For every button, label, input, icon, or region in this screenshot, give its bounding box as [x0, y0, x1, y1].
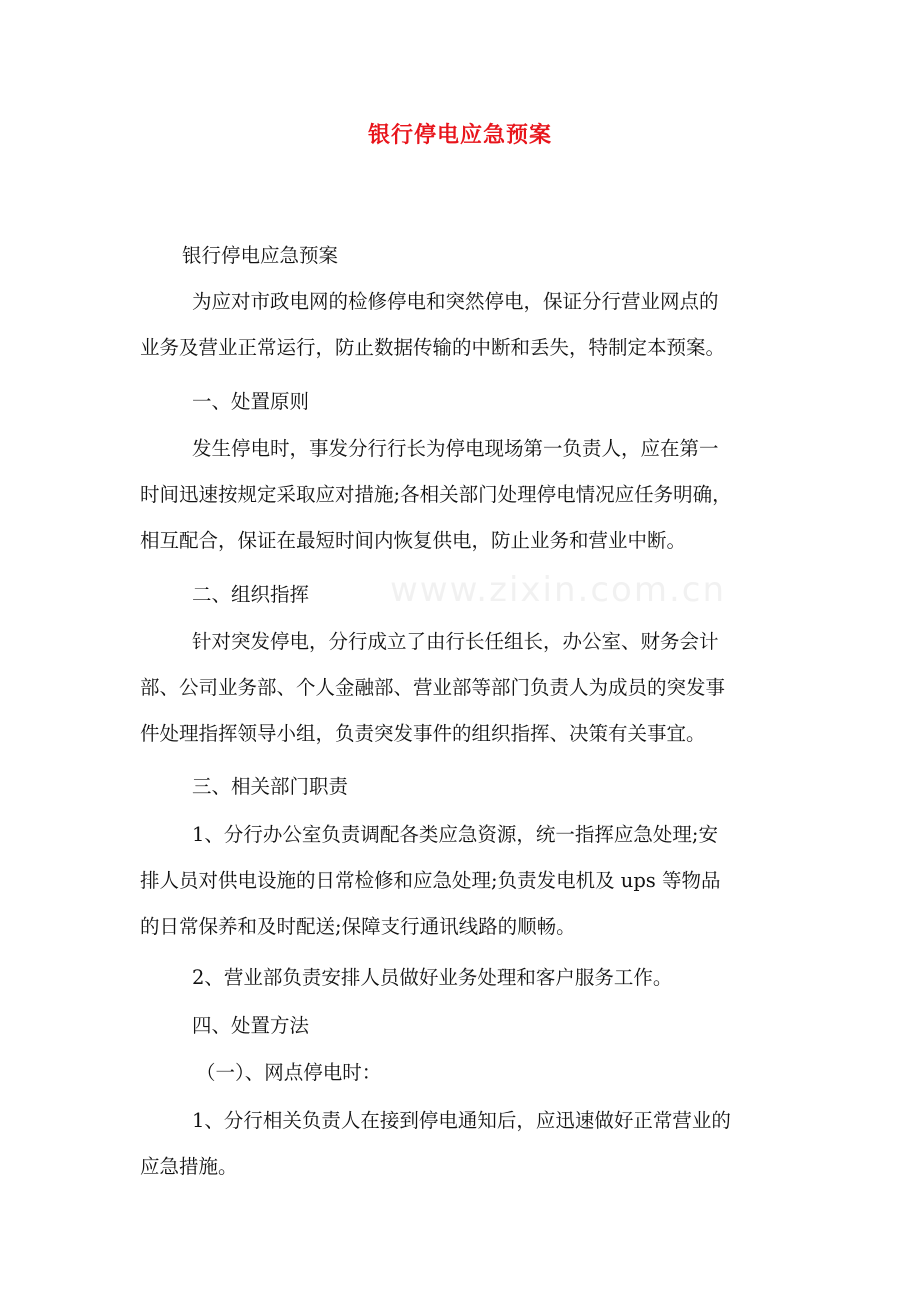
- document-title: 银行停电应急预案: [367, 122, 552, 148]
- subsection-heading: （一）、网点停电时：: [196, 1061, 382, 1084]
- section-3-item-2: [140, 955, 800, 1001]
- section-1-paragraph: [140, 426, 800, 564]
- section-3-heading: [140, 764, 800, 810]
- section-heading: 一、处置原则: [192, 390, 310, 413]
- section-heading: 四、处置方法: [192, 1014, 310, 1037]
- text-line: 1、分行办公室负责调配各类应急资源，统一指挥应急处理;安: [192, 823, 718, 846]
- text-line: 发生停电时，事发分行行长为停电现场第一负责人，应在第一: [192, 437, 719, 460]
- text-line: 部、公司业务部、个人金融部、营业部等部门负责人为成员的突发事: [140, 676, 726, 699]
- text-line: 件处理指挥领导小组，负责突发事件的组织指挥、决策有关事宜。: [140, 722, 706, 745]
- text-line: 业务及营业正常运行，防止数据传输的中断和丢失，特制定本预案。: [140, 336, 726, 359]
- intro-paragraph: [140, 279, 800, 371]
- section-heading: 二、组织指挥: [192, 583, 310, 606]
- text-line: 的日常保养和及时配送;保障支行通讯线路的顺畅。: [140, 915, 576, 938]
- text-line: 时间迅速按规定采取应对措施;各相关部门处理停电情况应任务明确，: [140, 483, 732, 506]
- section-4-item-1: [140, 1098, 800, 1190]
- text-line: 排人员对供电设施的日常检修和应急处理;负责发电机及 ups 等物品: [140, 869, 721, 892]
- text-line: 针对突发停电，分行成立了由行长任组长，办公室、财务会计: [192, 630, 719, 653]
- text-line: 为应对市政电网的检修停电和突然停电，保证分行营业网点的: [192, 290, 719, 313]
- subtitle-text: 银行停电应急预案: [182, 244, 339, 267]
- section-2-heading: [140, 572, 800, 618]
- section-4-subheading: [140, 1050, 800, 1096]
- section-3-item-1: [140, 812, 800, 950]
- subtitle-paragraph: [140, 233, 800, 279]
- text-line: 1、分行相关负责人在接到停电通知后，应迅速做好正常营业的: [192, 1109, 731, 1132]
- text-line: 相互配合，保证在最短时间内恢复供电，防止业务和营业中断。: [140, 529, 687, 552]
- text-line: 2、营业部负责安排人员做好业务处理和客户服务工作。: [192, 966, 673, 989]
- watermark: www.zixin.com.cn: [390, 570, 726, 610]
- section-2-paragraph: [140, 619, 800, 757]
- section-4-heading: [140, 1003, 800, 1049]
- text-line: 应急措施。: [140, 1155, 238, 1178]
- section-1-heading: [140, 379, 800, 425]
- section-heading: 三、相关部门职责: [192, 775, 349, 798]
